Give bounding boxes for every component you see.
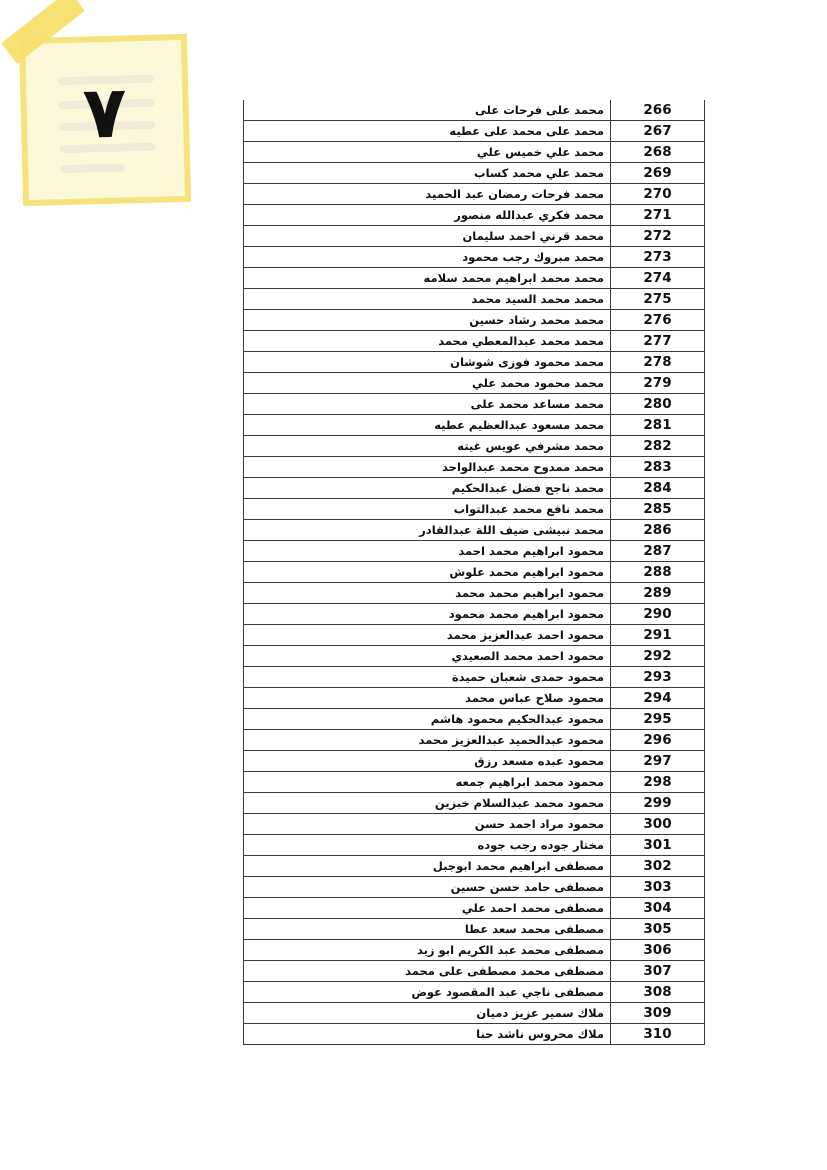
name-cell: مصطفى محمد احمد علي [244,898,611,919]
table-row [244,352,705,373]
name-cell: مختار جوده رجب جوده [244,835,611,856]
name-cell: محمود محمد عبدالسلام خبزين [244,793,611,814]
name-cell: محمد علي محمد كساب [244,163,611,184]
table-row [244,877,705,898]
names-table-body [244,100,705,1045]
name-cell: مصطفى محمد سعد عطا [244,919,611,940]
name-cell: محمد نبيشى ضيف اللة عبدالقادر [244,520,611,541]
number-cell: 278 [611,352,705,373]
table-row [244,373,705,394]
table-row [244,646,705,667]
table-row [244,331,705,352]
number-cell: 308 [611,982,705,1003]
number-cell: 279 [611,373,705,394]
name-cell: محمود حمدى شعبان حميدة [244,667,611,688]
name-cell: محمد نافع محمد عبدالتواب [244,499,611,520]
table-row [244,520,705,541]
number-cell: 291 [611,625,705,646]
name-cell: محمود محمد ابراهيم جمعه [244,772,611,793]
number-cell: 285 [611,499,705,520]
name-cell: محمد علي خميس علي [244,142,611,163]
table-row [244,163,705,184]
table-row [244,394,705,415]
names-table-container [243,100,704,1045]
table-row [244,772,705,793]
name-cell: محمود احمد محمد الصعيدي [244,646,611,667]
table-row [244,100,705,121]
name-cell: محمد محمد السيد محمد [244,289,611,310]
number-cell: 299 [611,793,705,814]
table-row [244,226,705,247]
name-cell: محمود ابراهيم محمد محمد [244,583,611,604]
number-cell: 295 [611,709,705,730]
name-cell: محمد على محمد على عطيه [244,121,611,142]
number-cell: 274 [611,268,705,289]
number-cell: 300 [611,814,705,835]
number-cell: 305 [611,919,705,940]
table-row [244,940,705,961]
number-cell: 272 [611,226,705,247]
name-cell: محمد فرحات رمضان عبد الحميد [244,184,611,205]
number-cell: 276 [611,310,705,331]
number-cell: 294 [611,688,705,709]
name-cell: مصطفى محمد عبد الكريم ابو زيد [244,940,611,961]
name-cell: محمود عبده مسعد رزق [244,751,611,772]
number-cell: 277 [611,331,705,352]
name-cell: محمد على فرحات على [244,100,611,121]
table-row [244,625,705,646]
name-cell: محمد محمد عبدالمعطي محمد [244,331,611,352]
number-cell: 287 [611,541,705,562]
table-row [244,898,705,919]
number-cell: 296 [611,730,705,751]
number-cell: 306 [611,940,705,961]
number-cell: 302 [611,856,705,877]
name-cell: محمد محمد رشاد حسين [244,310,611,331]
table-row [244,751,705,772]
page-number-badge: ٧ [81,69,128,155]
table-row [244,835,705,856]
table-row [244,562,705,583]
table-row [244,814,705,835]
name-cell: محمد مسعود عبدالعظيم عطيه [244,415,611,436]
number-cell: 286 [611,520,705,541]
number-cell: 303 [611,877,705,898]
table-row [244,247,705,268]
name-cell: محمد قرني احمد سليمان [244,226,611,247]
number-cell: 267 [611,121,705,142]
table-row [244,961,705,982]
name-cell: محمد فكري عبدالله منصور [244,205,611,226]
number-cell: 284 [611,478,705,499]
name-cell: محمد ممدوح محمد عبدالواحد [244,457,611,478]
name-cell: مصطفى ناجي عبد المقصود عوض [244,982,611,1003]
number-cell: 282 [611,436,705,457]
number-cell: 275 [611,289,705,310]
note-decor-line [60,164,124,174]
number-cell: 288 [611,562,705,583]
number-cell: 271 [611,205,705,226]
table-row [244,688,705,709]
number-cell: 270 [611,184,705,205]
table-row [244,667,705,688]
name-cell: محمود صلاح عباس محمد [244,688,611,709]
name-cell: محمد ناجح فضل عبدالحكيم [244,478,611,499]
name-cell: محمود مراد احمد حسن [244,814,611,835]
table-row [244,541,705,562]
name-cell: ملاك محروس ناشد حنا [244,1024,611,1045]
number-cell: 266 [611,100,705,121]
number-cell: 273 [611,247,705,268]
table-row [244,478,705,499]
name-cell: محمود عبدالحميد عبدالعزيز محمد [244,730,611,751]
number-cell: 268 [611,142,705,163]
table-row [244,436,705,457]
number-cell: 310 [611,1024,705,1045]
name-cell: محمد مساعد محمد على [244,394,611,415]
table-row [244,709,705,730]
name-cell: محمد مشرفي عويس غيته [244,436,611,457]
table-row [244,1003,705,1024]
number-cell: 309 [611,1003,705,1024]
name-cell: محمد محمد ابراهيم محمد سلامه [244,268,611,289]
name-cell: محمود احمد عبدالعزيز محمد [244,625,611,646]
number-cell: 298 [611,772,705,793]
name-cell: ملاك سمير عزيز دميان [244,1003,611,1024]
number-cell: 297 [611,751,705,772]
table-row [244,793,705,814]
name-cell: محمود ابراهيم محمد علوش [244,562,611,583]
name-cell: مصطفى حامد حسن حسين [244,877,611,898]
number-cell: 289 [611,583,705,604]
table-row [244,604,705,625]
number-cell: 280 [611,394,705,415]
table-row [244,1024,705,1045]
sticky-note-badge [19,34,191,206]
name-cell: محمد محمود محمد علي [244,373,611,394]
number-cell: 292 [611,646,705,667]
name-cell: محمود ابراهيم محمد محمود [244,604,611,625]
table-row [244,457,705,478]
name-cell: محمد محمود فوزى شوشان [244,352,611,373]
table-row [244,205,705,226]
table-row [244,310,705,331]
table-row [244,415,705,436]
name-cell: محمد مبروك رجب محمود [244,247,611,268]
table-row [244,142,705,163]
table-row [244,289,705,310]
name-cell: محمود عبدالحكيم محمود هاشم [244,709,611,730]
table-row [244,184,705,205]
number-cell: 304 [611,898,705,919]
name-cell: محمود ابراهيم محمد احمد [244,541,611,562]
table-row [244,919,705,940]
table-row [244,856,705,877]
number-cell: 269 [611,163,705,184]
number-cell: 301 [611,835,705,856]
number-cell: 281 [611,415,705,436]
table-row [244,730,705,751]
number-cell: 290 [611,604,705,625]
number-cell: 307 [611,961,705,982]
number-cell: 293 [611,667,705,688]
table-row [244,583,705,604]
name-cell: مصطفى محمد مصطفى على محمد [244,961,611,982]
table-row [244,982,705,1003]
table-row [244,121,705,142]
table-row [244,268,705,289]
number-cell: 283 [611,457,705,478]
names-table [243,100,705,1045]
table-row [244,499,705,520]
name-cell: مصطفى ابراهيم محمد ابوجبل [244,856,611,877]
